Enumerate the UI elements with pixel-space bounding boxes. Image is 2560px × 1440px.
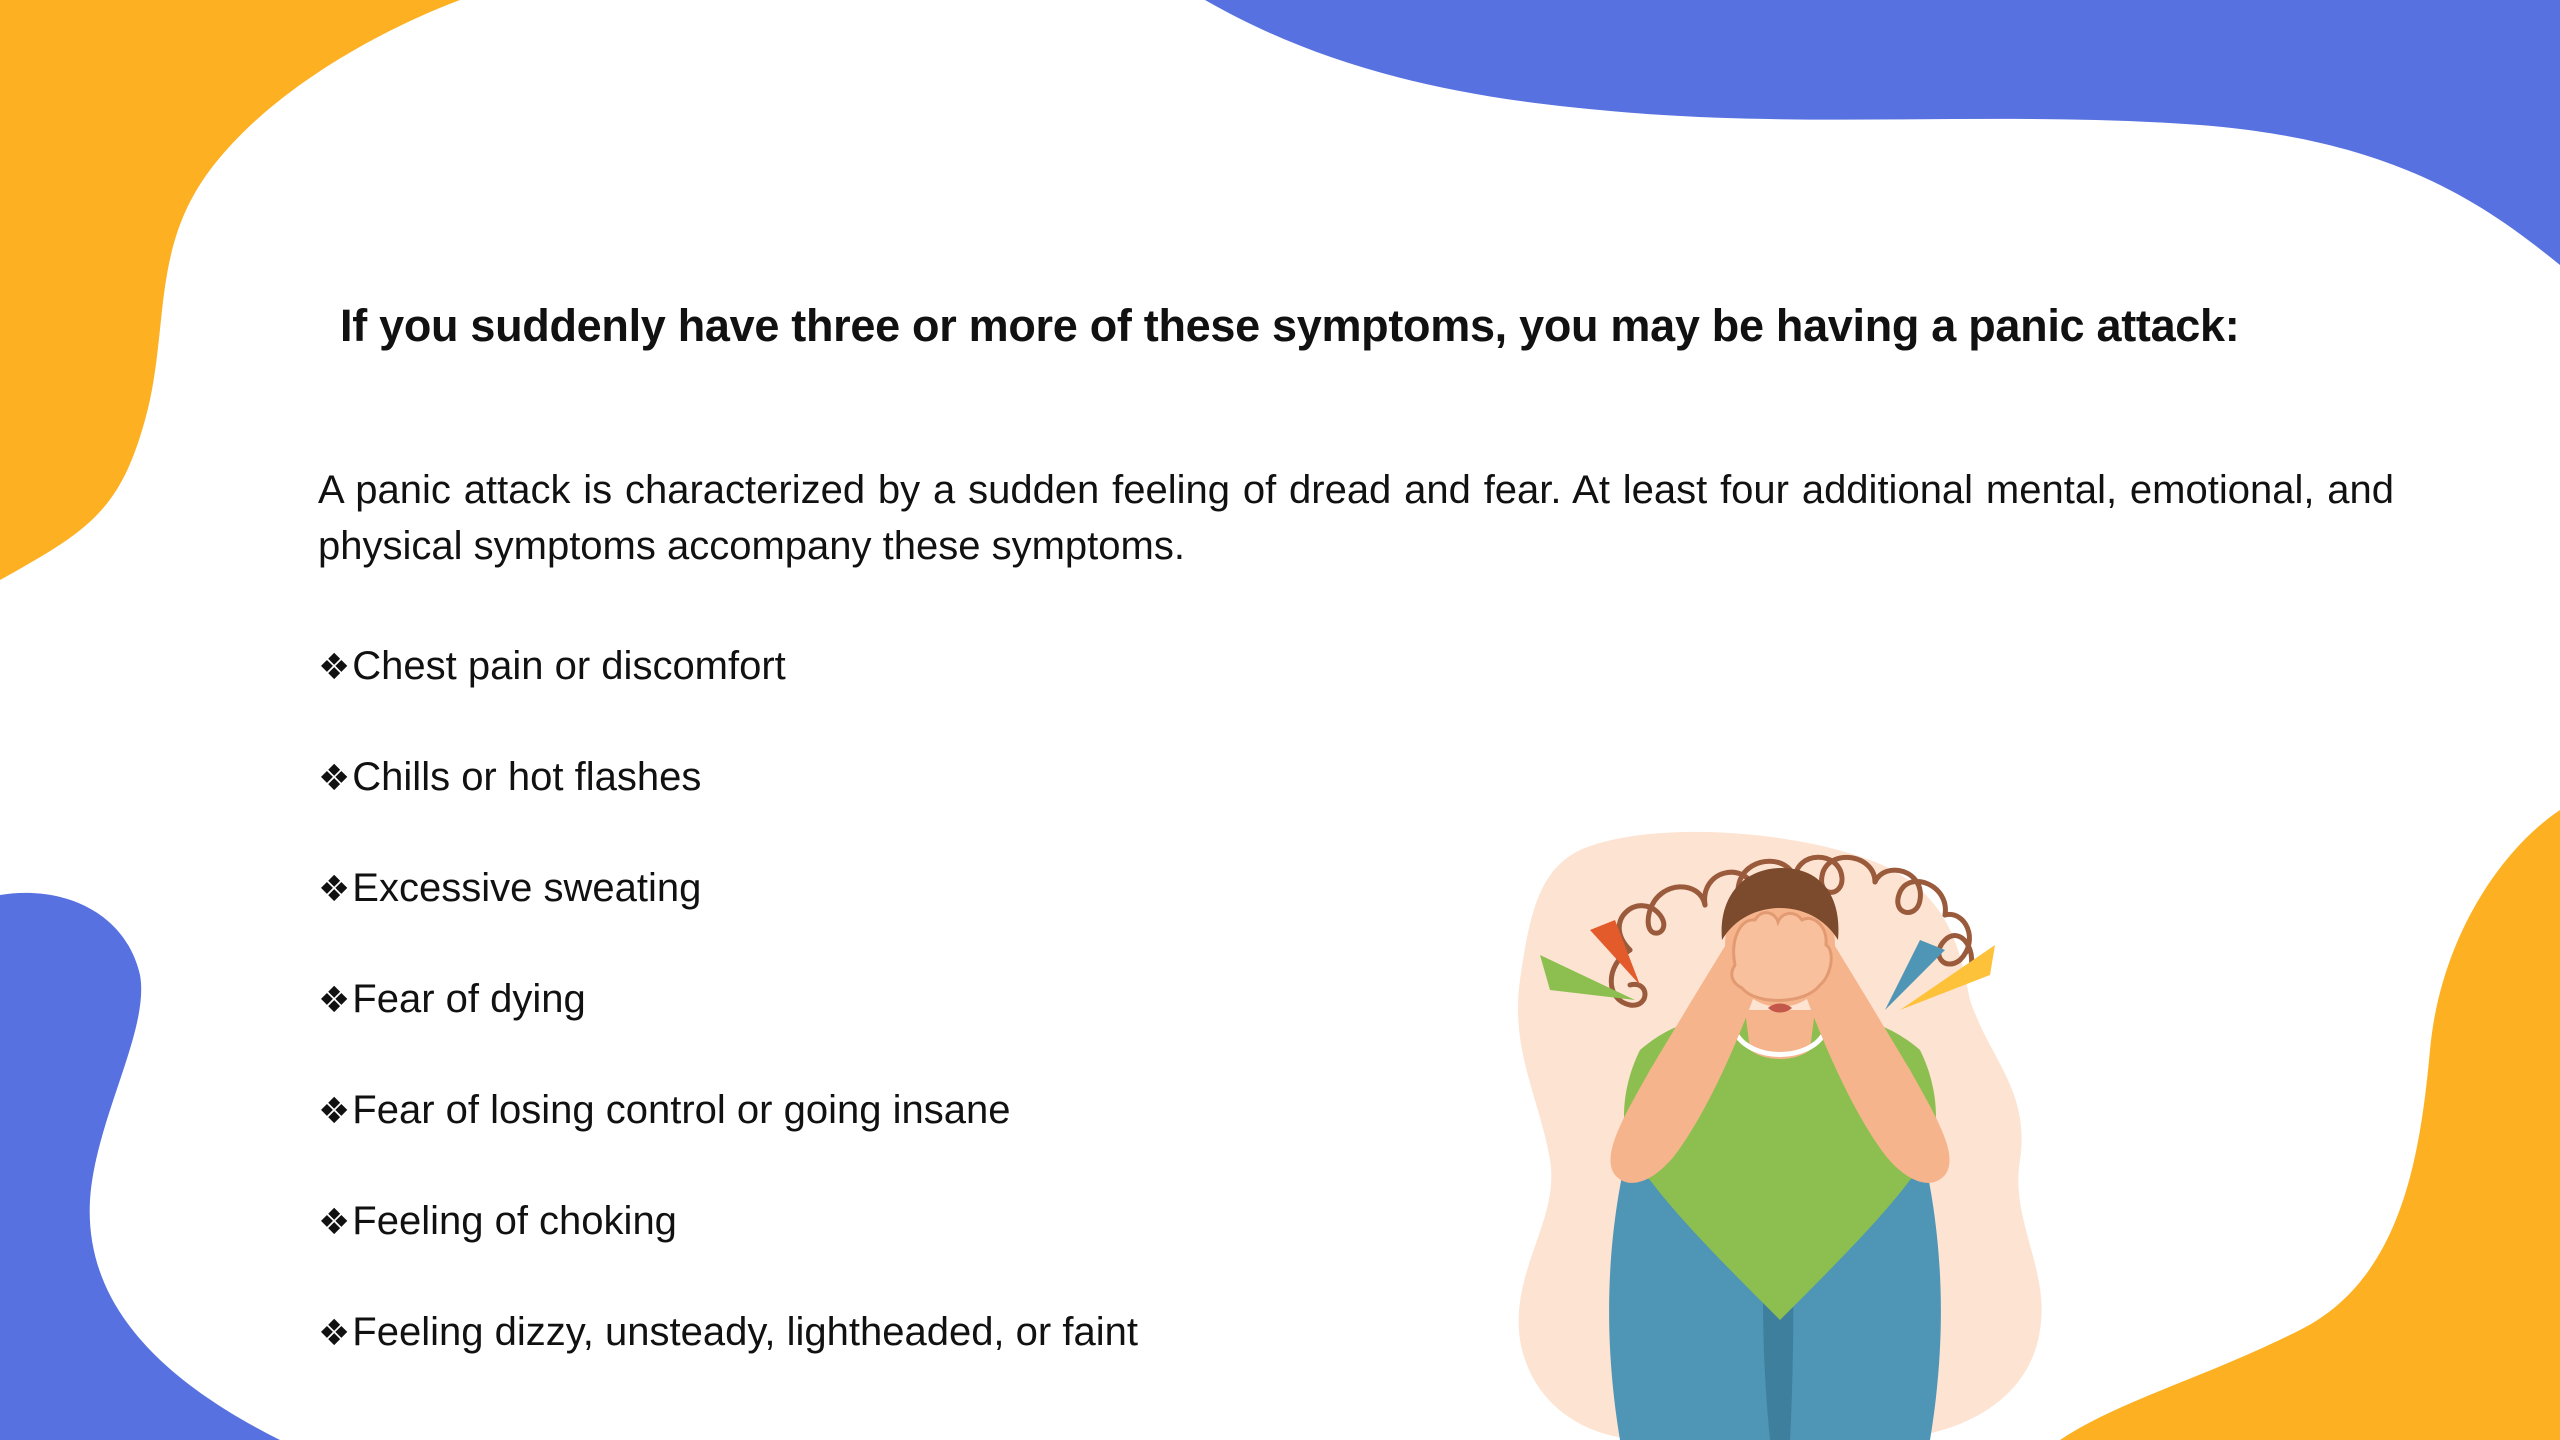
symptom-text: Chills or hot flashes	[352, 755, 702, 799]
diamond-bullet-icon: ❖	[318, 1202, 351, 1243]
person-hands	[1732, 913, 1831, 1001]
list-item	[318, 1191, 1518, 1302]
diamond-bullet-icon: ❖	[318, 758, 351, 799]
symptom-text: Chest pain or discomfort	[352, 644, 786, 688]
list-item	[318, 1302, 1518, 1413]
symptom-text: Fear of dying	[352, 977, 586, 1021]
orange-blob-bottom-right	[2060, 810, 2560, 1440]
intro-paragraph: A panic attack is characterized by a sudden feeling of dread and fear. At least four additional mental, emotional, and physical symptoms accompany these symptoms.	[318, 468, 2394, 568]
list-item	[318, 969, 1518, 1080]
symptom-text: Fear of losing control or going insane	[352, 1088, 1011, 1132]
list-item	[318, 1080, 1518, 1191]
stressed-person-covering-face-icon	[1490, 800, 2090, 1440]
list-item	[318, 636, 1518, 747]
list-item	[318, 858, 1518, 969]
slide-heading: If you suddenly have three or more of these symptoms, you may be having a panic attack:	[340, 300, 2240, 351]
diamond-bullet-icon: ❖	[318, 869, 351, 910]
symptom-list	[318, 636, 1518, 1413]
blue-blob-bottom-left	[0, 893, 280, 1440]
symptom-text: Feeling of choking	[352, 1199, 677, 1243]
diamond-bullet-icon: ❖	[318, 980, 351, 1021]
symptom-text: Excessive sweating	[352, 866, 702, 910]
blue-blob-top-right	[1205, 0, 2560, 265]
list-item	[318, 747, 1518, 858]
diamond-bullet-icon: ❖	[318, 647, 351, 688]
symptom-text: Feeling dizzy, unsteady, lightheaded, or faint	[352, 1310, 1138, 1354]
diamond-bullet-icon: ❖	[318, 1091, 351, 1132]
diamond-bullet-icon: ❖	[318, 1313, 351, 1354]
